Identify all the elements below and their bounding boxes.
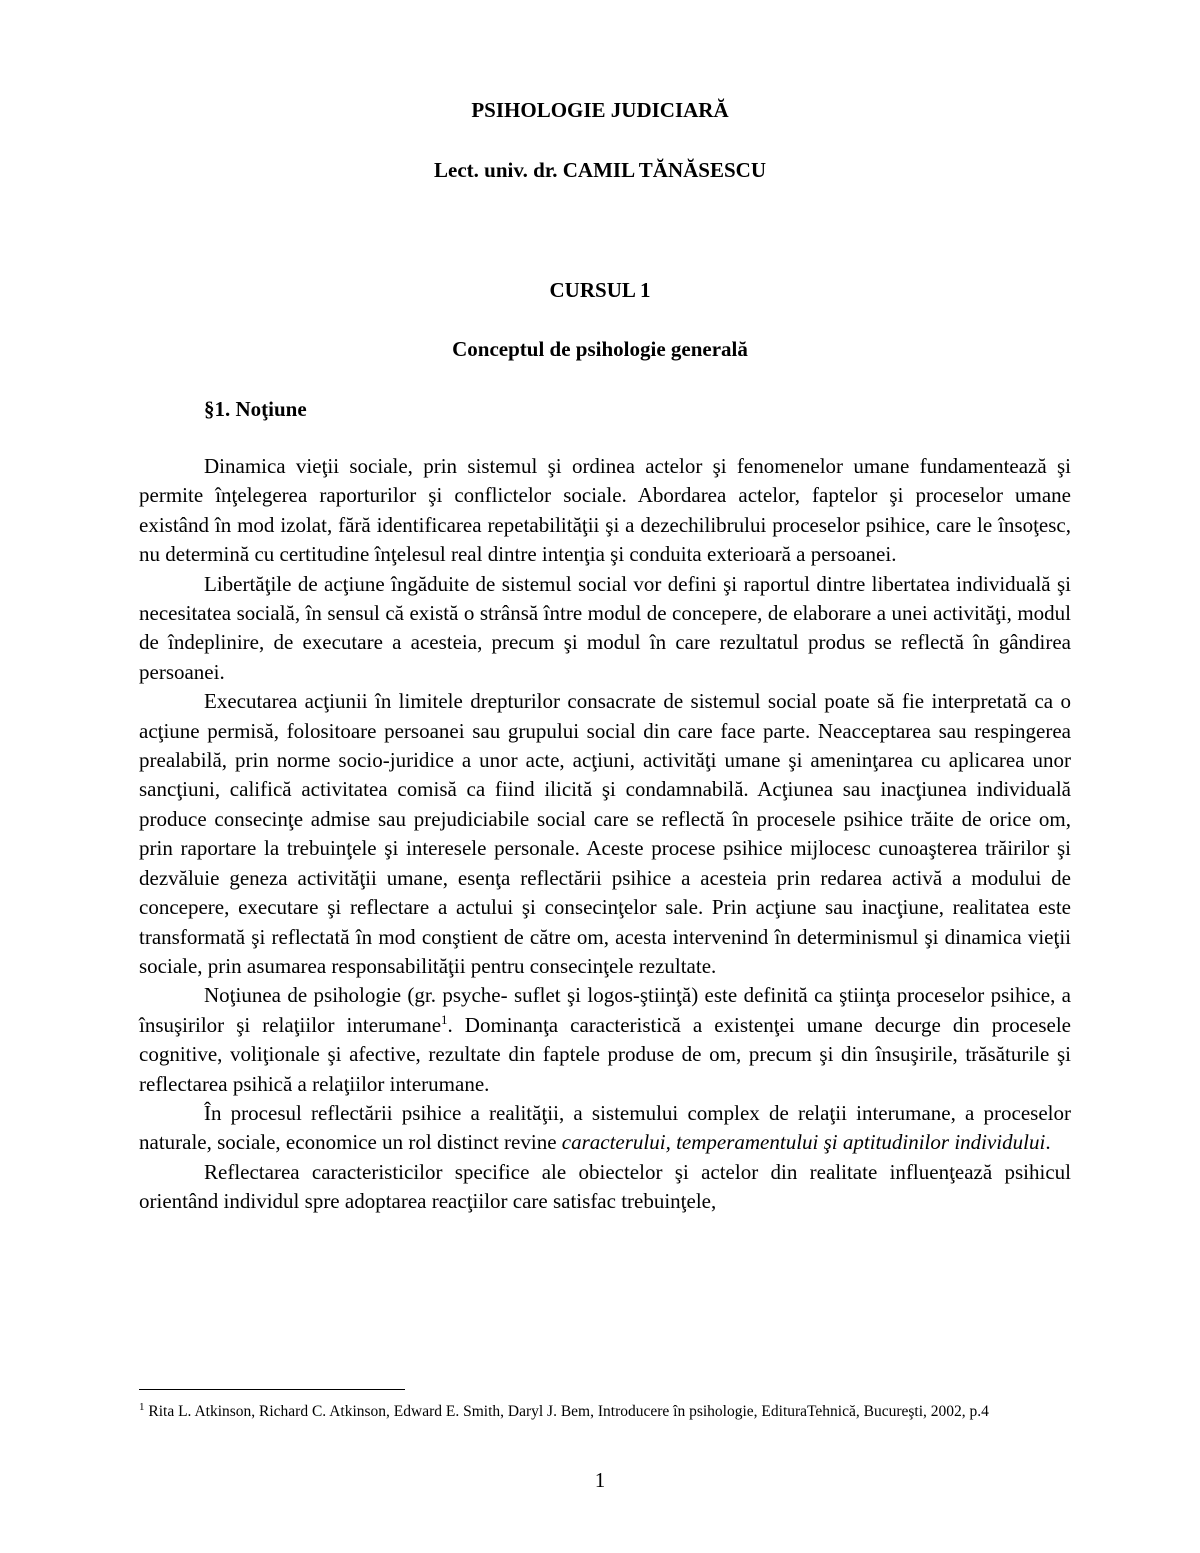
paragraph-4 [139, 981, 1071, 1099]
page-number: 1 [594, 1468, 606, 1492]
paragraph-1: Dinamica vieţii sociale, prin sistemul şi ordinea actelor şi fenomenelor umane fundamentează şi permite înţelegerea raporturilor şi conflictelor sociale. Abordarea actelor, faptelor şi proceselor umane existând în mod izolat, fără identificarea repetabilităţii şi a dezechilibrului proceselor psihice, care le însoţesc, nu determină cu certitudine înţelesul real dintre intenţia şi conduita exterioară a persoanei. [139, 454, 1071, 567]
body-text [139, 452, 1071, 1217]
paragraph-5 [139, 1099, 1071, 1158]
document-author: Lect. univ. dr. CAMIL TĂNĂSESCU [434, 158, 766, 182]
footnote-text: Rita L. Atkinson, Richard C. Atkinson, Edward E. Smith, Daryl J. Bem, Introducere în psihologie, EdituraTehnică, Bucureşti, 2002, p.4 [144, 1403, 989, 1420]
paragraph-4-text-start: Noţiunea de psihologie (gr. psyche- suflet şi logos-ştiinţă) este definită ca ştiinţa proceselor psihice, a însuşirilor şi relaţiilor interumane [139, 983, 1071, 1037]
footnote-reference[interactable]: 1 [441, 1011, 448, 1027]
footnote-marker: 1 [139, 1400, 145, 1413]
paragraph-5-text: În procesul reflectării psihice a realităţii, a sistemului complex de relaţii interumane, a proceselor naturale, sociale, economice un rol distinct revine [139, 1100, 1071, 1155]
course-title: Conceptul de psihologie generală [452, 337, 748, 361]
course-number: CURSUL 1 [549, 278, 651, 302]
paragraph-2: Libertăţile de acţiune îngăduite de sistemul social vor defini şi raportul dintre libertatea individuală şi necesitatea socială, în sensul că există o strânsă între modul de concepere, de elaborare a unei activităţi, modul de îndeplinire, de executare a acesteia, precum şi modul în care rezultatul produs se reflectă în gândirea persoanei. [139, 571, 1071, 684]
paragraph-3: Executarea acţiunii în limitele drepturilor consacrate de sistemul social poate să fie interpretată ca o acţiune permisă, folositoare persoanei sau grupului social din care face parte. Neacceptarea sau respingerea prealabilă, prin norme socio-juridice a unor acte, acţiuni, activităţi umane şi ameninţarea cu aplicarea unor sancţiuni, califică activitatea comisă ca fiind ilicită şi condamnabilă. Acţiunea sau inacţiunea individuală produce consecinţe admise sau prejudiciabile social care se reflectă în procesele psihice trăite de orice om, prin raportare la trebuinţele şi interesele personale. Aceste procese psihice mijlocesc cunoaşterea trăirilor şi dezvăluie geneza activităţii umane, esenţa reflectării psihice a acesteia prin redarea activă a modului de concepere, executare şi reflectare a actului şi consecinţelor sale. Prin acţiune sau inacţiune, realitatea este transformată şi reflectată în mod conştient de către om, acesta intervenind în determinismul şi dinamica vieţii sociale, prin asumarea responsabilităţii pentru consecinţele rezultate. [139, 689, 1071, 978]
footnote-separator [139, 1389, 405, 1390]
paragraph-5-italic-text: caracterului, temperamentului şi aptitudinilor individului [561, 1130, 1046, 1155]
paragraph-6: Reflectarea caracteristicilor specifice ale obiectelor şi actelor din realitate influenţează psihicul orientând individul spre adoptarea reacţiilor care satisfac trebuinţele, [139, 1159, 1071, 1214]
document-title: PSIHOLOGIE JUDICIARĂ [471, 98, 729, 122]
paragraph-4-text-end: . Dominanţa caracteristică a existenţei umane decurge din procesele cognitive, voliţionale şi afective, rezultate din faptele produse de om, precum şi din însuşirile, trăsăturile şi reflectarea psihică a relaţiilor interumane. [139, 1012, 1071, 1096]
paragraph-5-end: . [1045, 1130, 1051, 1155]
section-heading: §1. Noţiune [204, 397, 307, 421]
footnote [139, 1401, 1071, 1422]
